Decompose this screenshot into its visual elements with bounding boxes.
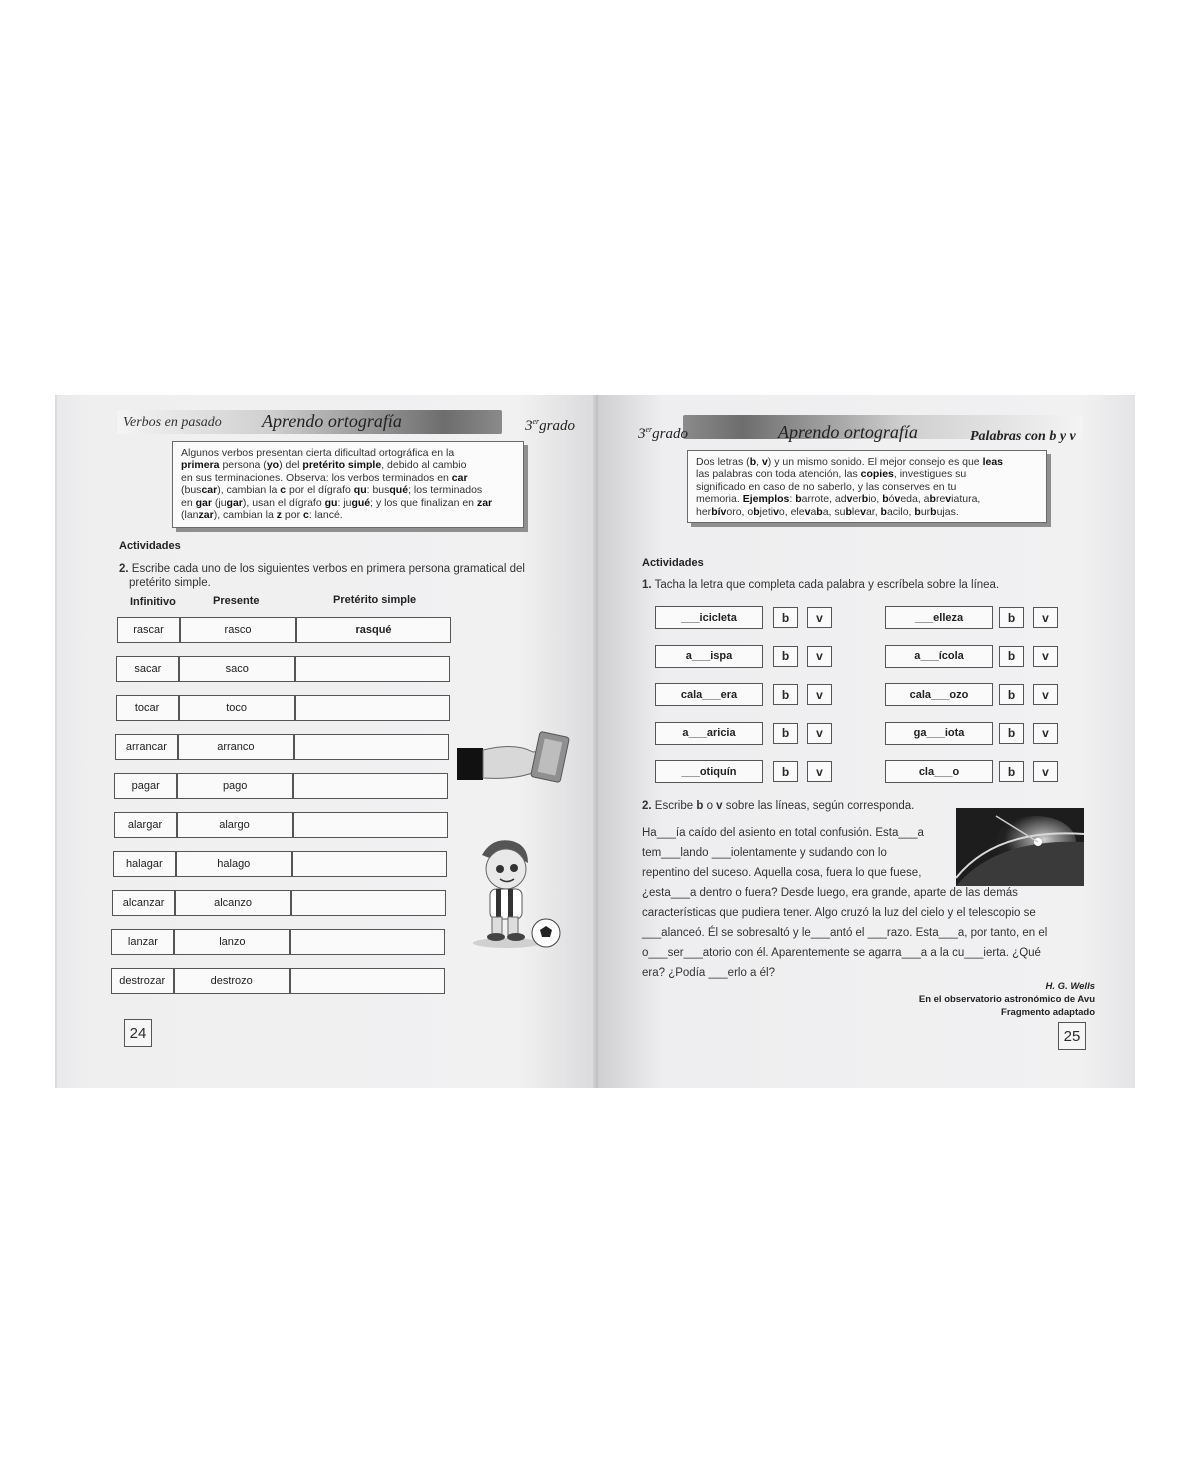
source-title: En el observatorio astronómico de Avu: [918, 994, 1095, 1005]
left-page: [55, 395, 600, 1088]
letter-b-option[interactable]: b: [999, 761, 1024, 782]
word-box[interactable]: a___ispa: [655, 645, 763, 668]
preterite-cell[interactable]: rasqué: [296, 617, 451, 643]
word-box[interactable]: ___otiquín: [655, 760, 763, 783]
infinitive-cell: halagar: [113, 851, 176, 877]
author-name: H. G. Wells: [1045, 981, 1095, 992]
activities-heading: Actividades: [119, 540, 181, 552]
page-number-right: 25: [1058, 1022, 1086, 1050]
info-line-1: Dos letras (b, v) y un mismo sonido. El mejor consejo es que leas: [696, 456, 1003, 468]
grade-label-right: 3ergrado: [638, 425, 689, 442]
right-page: [598, 395, 1135, 1088]
instruction: 2. Escribe cada uno de los siguientes verbos en primera persona gramatical del pretérito simple.: [119, 563, 525, 589]
story-line: ___alanceó. Él se sobresaltó y le___antó el ___razo. Esta___a, por tanto, en el: [642, 927, 1048, 939]
infinitive-cell: rascar: [117, 617, 180, 643]
letter-v-option[interactable]: v: [807, 684, 832, 705]
info-line-2: primera persona (yo) del pretérito simple, debido al cambio: [181, 459, 467, 472]
col-header-presente: Presente: [213, 595, 260, 607]
story-line: ¿esta___a dentro o fuera? Desde luego, era grande, aparte de las demás: [642, 887, 1018, 899]
info-line-4: (buscar), cambian la c por el dígrafo qu: busqué; los terminados: [181, 484, 483, 497]
letter-b-option[interactable]: b: [773, 684, 798, 705]
word-box[interactable]: a___ícola: [885, 645, 993, 668]
infinitive-cell: lanzar: [111, 929, 174, 955]
present-cell: alargo: [177, 812, 293, 838]
info-line-5: en gar (jugar), usan el dígrafo gu: jugué; y los que finalizan en zar: [181, 496, 493, 509]
letter-v-option[interactable]: v: [1033, 761, 1058, 782]
letter-v-option[interactable]: v: [807, 761, 832, 782]
source-note: Fragmento adaptado: [1001, 1007, 1095, 1018]
infinitive-cell: sacar: [116, 656, 179, 682]
letter-b-option[interactable]: b: [999, 607, 1024, 628]
present-cell: halago: [176, 851, 292, 877]
preterite-cell[interactable]: [295, 695, 450, 721]
infinitive-cell: tocar: [116, 695, 179, 721]
letter-b-option[interactable]: b: [999, 684, 1024, 705]
letter-b-option[interactable]: b: [773, 607, 798, 628]
letter-v-option[interactable]: v: [1033, 684, 1058, 705]
word-box[interactable]: ___elleza: [885, 606, 993, 629]
infinitive-cell: alcanzar: [112, 890, 175, 916]
info-line-6: (lanzar), cambian la z por c: lancé.: [181, 509, 343, 522]
info-box-right: [687, 450, 1047, 523]
preterite-cell[interactable]: [290, 929, 445, 955]
letter-b-option[interactable]: b: [773, 646, 798, 667]
letter-v-option[interactable]: v: [1033, 723, 1058, 744]
word-box[interactable]: cala___era: [655, 683, 763, 706]
info-line-1: Algunos verbos presentan cierta dificultad ortográfica en la: [181, 447, 455, 459]
page-number-left: 24: [124, 1019, 152, 1047]
letter-v-option[interactable]: v: [807, 723, 832, 744]
preterite-cell[interactable]: [293, 812, 448, 838]
word-box[interactable]: ga___iota: [885, 722, 993, 745]
col-header-preterito: Pretérito simple: [333, 594, 417, 606]
letter-v-option[interactable]: v: [807, 646, 832, 667]
word-box[interactable]: a___aricia: [655, 722, 763, 745]
comet-space-image: [956, 808, 1084, 886]
info-line-2: las palabras con toda atención, las copies, investigues su: [696, 468, 967, 481]
word-box[interactable]: cla___o: [885, 760, 993, 783]
letter-b-option[interactable]: b: [999, 646, 1024, 667]
preterite-cell[interactable]: [295, 656, 450, 682]
story-line: repentino del suceso. Aquella cosa, fuera lo que fuese,: [642, 867, 922, 879]
story-line: o___ser___atorio con él. Aparentemente se agarra___a a la cu___ierta. ¿Qué: [642, 947, 1041, 959]
story-lines-narrow: [642, 823, 947, 883]
present-cell: arranco: [178, 734, 294, 760]
preterite-cell[interactable]: [290, 968, 445, 994]
present-cell: rasco: [180, 617, 296, 643]
activities-heading-right: Actividades: [642, 557, 704, 569]
infinitive-cell: alargar: [114, 812, 177, 838]
present-cell: toco: [179, 695, 295, 721]
story-lines-wide: [642, 883, 1112, 983]
info-box: [172, 441, 524, 528]
word-box[interactable]: cala___ozo: [885, 683, 993, 706]
present-cell: lanzo: [174, 929, 290, 955]
boy-soccer-illustration: [462, 835, 572, 955]
present-cell: destrozo: [174, 968, 290, 994]
info-line-3: significado en caso de no saberlo, y las conserves en tu: [696, 480, 957, 493]
letter-b-option[interactable]: b: [773, 723, 798, 744]
letter-b-option[interactable]: b: [773, 761, 798, 782]
source-credit: [919, 980, 1095, 1019]
present-cell: saco: [179, 656, 295, 682]
preterite-cell[interactable]: [291, 890, 446, 916]
letter-v-option[interactable]: v: [807, 607, 832, 628]
story-line: Ha___ía caído del asiento en total confusión. Esta___a: [642, 827, 924, 839]
info-line-3: en sus terminaciones. Observa: los verbos terminados en car: [181, 471, 468, 484]
letter-b-option[interactable]: b: [999, 723, 1024, 744]
infinitive-cell: arrancar: [115, 734, 178, 760]
page-title: Aprendo ortografía: [262, 411, 402, 431]
topic-label: Verbos en pasado: [123, 415, 222, 430]
present-cell: alcanzo: [175, 890, 291, 916]
word-box[interactable]: ___icicleta: [655, 606, 763, 629]
page-title-right: Aprendo ortografía: [778, 422, 918, 442]
story-line: características que pudiera tener. Algo cruzó la luz del cielo y el telescopio se: [642, 907, 1036, 919]
preterite-cell[interactable]: [293, 773, 448, 799]
preterite-cell[interactable]: [294, 734, 449, 760]
infinitive-cell: pagar: [114, 773, 177, 799]
story-line: tem___lando ___iolentamente y sudando con lo: [642, 847, 887, 859]
instruction-1: 1. Tacha la letra que completa cada palabra y escríbela sobre la línea.: [642, 579, 1000, 591]
col-header-infinitivo: Infinitivo: [130, 596, 176, 608]
open-book: [55, 395, 1135, 1088]
instruction-2: 2. Escribe b o v sobre las líneas, según corresponda.: [642, 800, 915, 812]
info-line-4: memoria. Ejemplos: barrote, adverbio, bóveda, abreviatura,: [696, 493, 981, 506]
preterite-cell[interactable]: [292, 851, 447, 877]
grade-label: 3ergrado: [525, 417, 576, 434]
infinitive-cell: destrozar: [111, 968, 174, 994]
letter-v-option[interactable]: v: [1033, 607, 1058, 628]
story-line: era? ¿Podía ___erlo a él?: [642, 967, 775, 979]
present-cell: pago: [177, 773, 293, 799]
hand-paying-illustration: [455, 728, 575, 798]
info-line-5: herbívoro, objetivo, elevaba, sublevar, bacilo, burbujas.: [696, 505, 959, 518]
letter-v-option[interactable]: v: [1033, 646, 1058, 667]
topic-label-right: Palabras con b y v: [970, 429, 1076, 444]
